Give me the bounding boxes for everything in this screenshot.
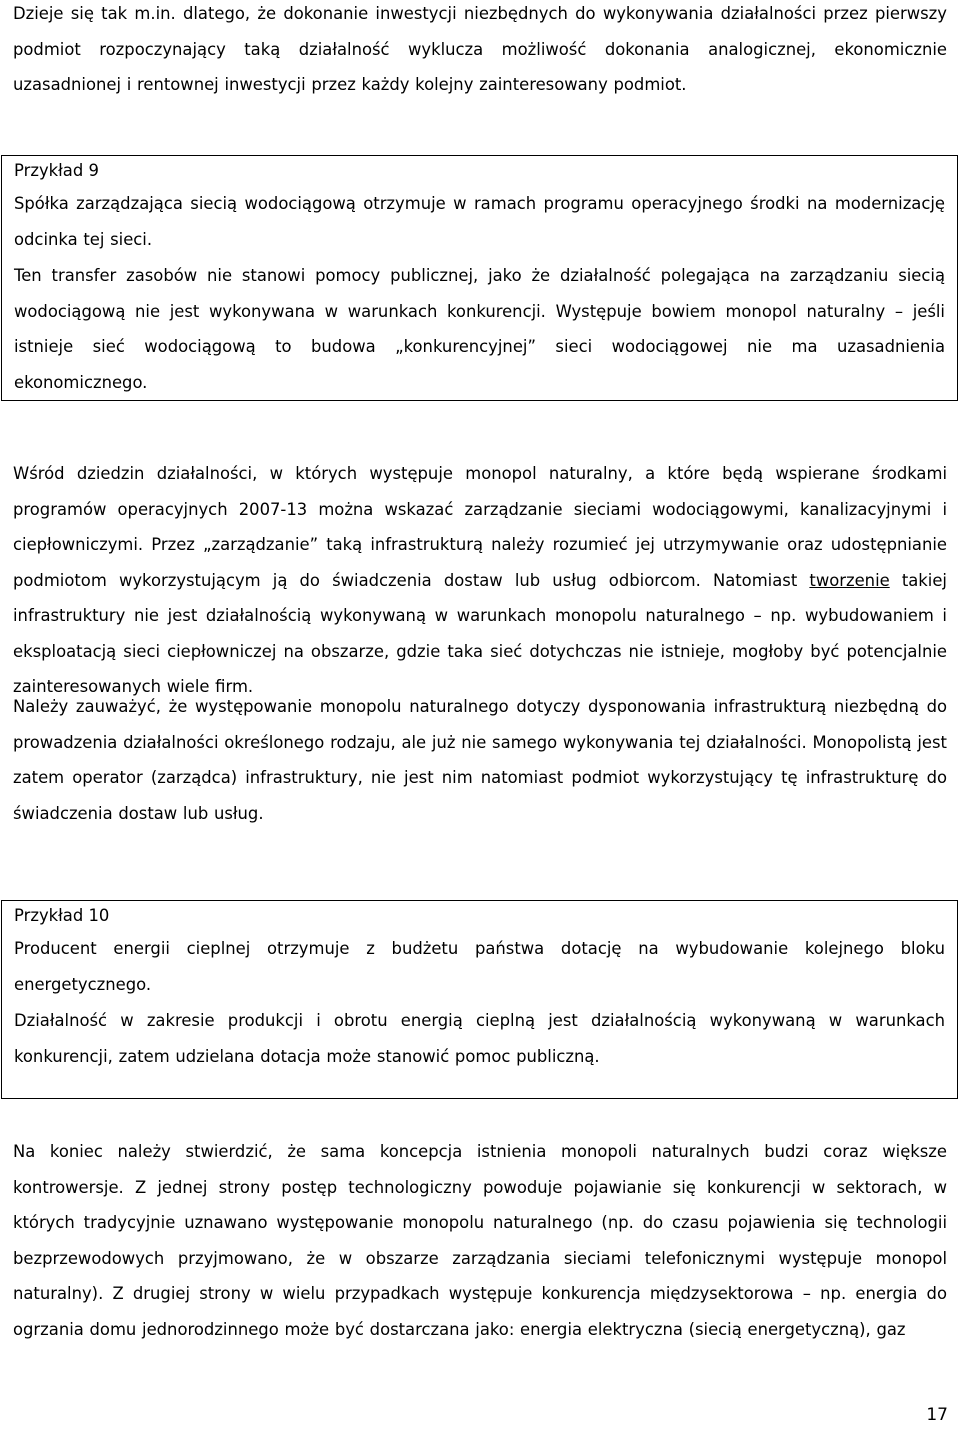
natural-monopoly-text-a: Wśród dziedzin działalności, w których występuje monopol naturalny, a które będą wspierane środkami programów operacyjnych 2007-13 można wskazać zarządzanie sieciami wodociągowymi, kanalizacyjnymi i ciepłowniczymi. Przez „zarządzanie” taką infrastrukturą należy rozumieć jej utrzymywanie oraz udostępnianie podmiotom wykorzystującym ją do świadczenia dostaw lub usług odbiorcom. Natomiast xyxy=(13,464,947,590)
example-9-heading: Przykład 9 xyxy=(14,161,99,180)
infrastructure-paragraph: Należy zauważyć, że występowanie monopolu naturalnego dotyczy dysponowania infrastrukturą niezbędną do prowadzenia działalności określonego rodzaju, ale już nie samego wykonywania tej działalności. Monopolistą jest zatem operator (zarządca) infrastruktury, nie jest nim natomiast podmiot wykorzystujący tę infrastrukturę do świadczenia dostaw lub usług. xyxy=(13,697,947,823)
example-10-heading: Przykład 10 xyxy=(14,906,110,925)
example-9-text-2: Ten transfer zasobów nie stanowi pomocy publicznej, jako że działalność polegająca na zarządzaniu siecią wodociągową nie jest wykonywana w warunkach konkurencji. Występuje bowiem monopol naturalny – jeśli istnieje sieć wodociągową to budowa „konkurencyjnej” sieci wodociągowej nie ma uzasadnienia ekonomicznego. xyxy=(14,266,945,392)
example-9-text-1: Spółka zarządzająca siecią wodociągową otrzymuje w ramach programu operacyjnego środki na modernizację odcinka tej sieci. xyxy=(14,194,945,249)
underlined-term: tworzenie xyxy=(809,570,890,590)
example-9-box xyxy=(1,155,958,401)
example-10-text-1: Producent energii cieplnej otrzymuje z budżetu państwa dotację na wybudowanie kolejnego bloku energetycznego. xyxy=(14,939,945,994)
intro-paragraph: Dzieje się tak m.in. dlatego, że dokonanie inwestycji niezbędnych do wykonywania działalności przez pierwszy podmiot rozpoczynający taką działalność wyklucza możliwość dokonania analogicznej, ekonomicznie uzasadnionej i rentownej inwestycji przez każdy kolejny zainteresowany podmiot. xyxy=(13,4,947,94)
example-10-box xyxy=(1,900,958,1099)
natural-monopoly-paragraph xyxy=(13,456,947,705)
page-number: 17 xyxy=(926,1405,948,1425)
natural-monopoly-text-b: takiej infrastruktury nie jest działalnością wykonywaną w warunkach monopolu naturalnego – np. wybudowaniem i eksploatacją sieci ciepłowniczej na obszarze, gdzie taka sieć dotychczas nie istnieje, mogłoby być potencjalnie zainteresowanych wiele firm. xyxy=(13,570,947,696)
example-10-text-2: Działalność w zakresie produkcji i obrotu energią cieplną jest działalnością wykonywaną w warunkach konkurencji, zatem udzielana dotacja może stanowić pomoc publiczną. xyxy=(14,1011,945,1066)
closing-paragraph: Na koniec należy stwierdzić, że sama koncepcja istnienia monopoli naturalnych budzi coraz większe kontrowersje. Z jednej strony postęp technologiczny powoduje pojawianie się konkurencji w sektorach, w których tradycyjnie uznawano występowanie monopolu naturalnego (np. do czasu pojawienia się technologii bezprzewodowych przyjmowano, że w obszarze zarządzania sieciami telefonicznymi występuje monopol naturalny). Z drugiej strony w wielu przypadkach występuje konkurencja międzysektorowa – np. energia do ogrzania domu jednorodzinnego może być dostarczana jako: energia elektryczna (siecią energetyczną), gaz xyxy=(13,1142,947,1339)
